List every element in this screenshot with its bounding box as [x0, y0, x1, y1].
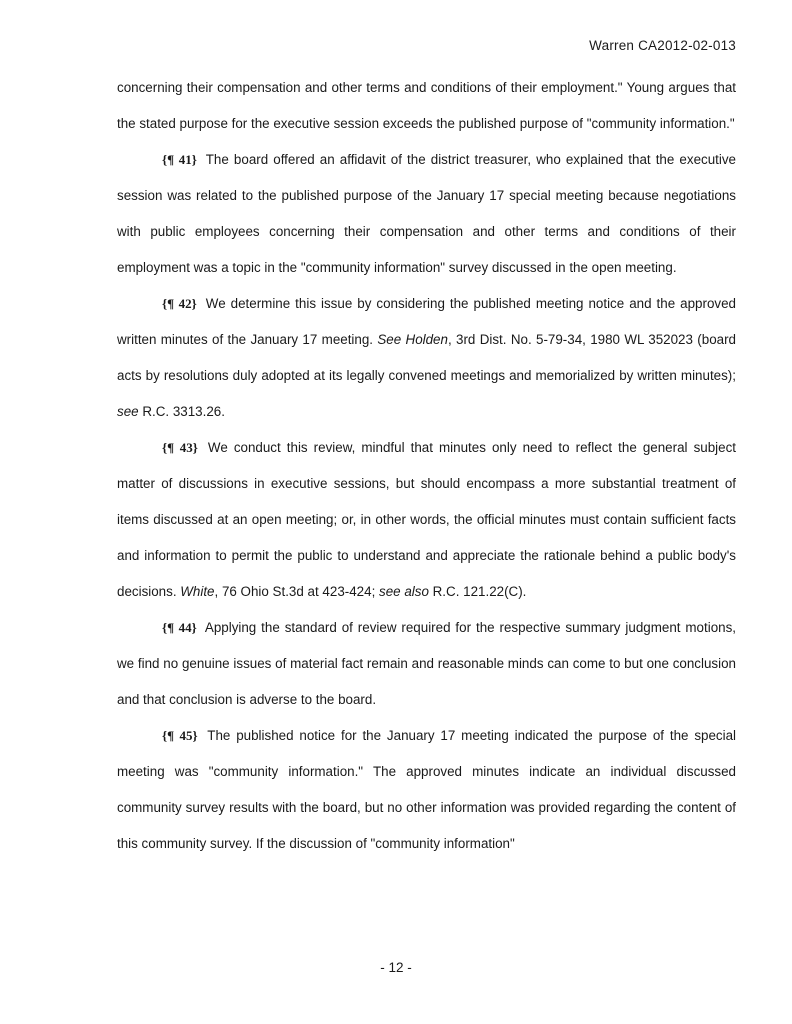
paragraph-43	[117, 430, 736, 610]
paragraph-text: Applying the standard of review required for the respective summary judgment motions, we find no genuine issues of material fact remain and reasonable minds can come to but one conclusion and that conclusion is adverse to the board.	[117, 620, 737, 707]
paragraph-text: The published notice for the January 17 meeting indicated the purpose of the special meeting was "community information." The approved minutes indicate an individual discussed community survey results with the board, but no other information was provided regarding the content of this community survey. If the discussion of "community information"	[117, 728, 736, 851]
paragraph-text: , 3rd Dist. No. 5-79-34, 1980 WL 352023 (board acts by resolutions duly adopted at its legally convened meetings and memorialized by written minutes);	[117, 332, 736, 383]
paragraph-text: We conduct this review, mindful that minutes only need to reflect the general subject matter of discussions in executive sessions, but should encompass a more substantial treatment of items discussed at an open meeting; or, in other words, the official minutes must contain sufficient facts and information to permit the public to understand and appreciate the rationale behind a public body's decisions.	[117, 440, 736, 599]
paragraph-number: {¶ 41}	[162, 152, 197, 167]
paragraph-text: R.C. 3313.26.	[138, 404, 225, 419]
citation-signal: see also	[379, 584, 429, 599]
paragraph-text: R.C. 121.22(C).	[428, 584, 527, 599]
citation-signal: See Holden	[377, 332, 448, 347]
paragraph-number: {¶ 45}	[162, 728, 198, 743]
case-name: White	[180, 584, 215, 599]
paragraph-text: concerning their compensation and other terms and conditions of their employment." Young argues that the stated purpose for the executive session exceeds the published purpose of "community information."	[117, 80, 736, 131]
paragraph-45	[117, 718, 736, 862]
paragraph-number: {¶ 43}	[162, 440, 198, 455]
citation-signal: see	[117, 404, 139, 419]
paragraph-42	[117, 286, 736, 430]
paragraph-text: We determine this issue by considering the published meeting notice and the approved written minutes of the January 17 meeting.	[117, 296, 736, 347]
paragraph-text: The board offered an affidavit of the district treasurer, who explained that the executive session was related to the published purpose of the January 17 special meeting because negotiations with public employees concerning their compensation and other terms and conditions of their employment was a topic in the "community information" survey discussed in the open meeting.	[117, 152, 736, 275]
paragraph-number: {¶ 44}	[162, 620, 197, 635]
paragraph-text: , 76 Ohio St.3d at 423-424;	[214, 584, 380, 599]
case-reference-header: Warren CA2012-02-013	[589, 38, 736, 53]
paragraph-44	[117, 610, 736, 718]
paragraph-number: {¶ 42}	[162, 296, 197, 311]
paragraph-continued	[117, 70, 736, 142]
opinion-body	[117, 70, 736, 862]
page-number: - 12 -	[380, 960, 412, 975]
paragraph-41	[117, 142, 736, 286]
